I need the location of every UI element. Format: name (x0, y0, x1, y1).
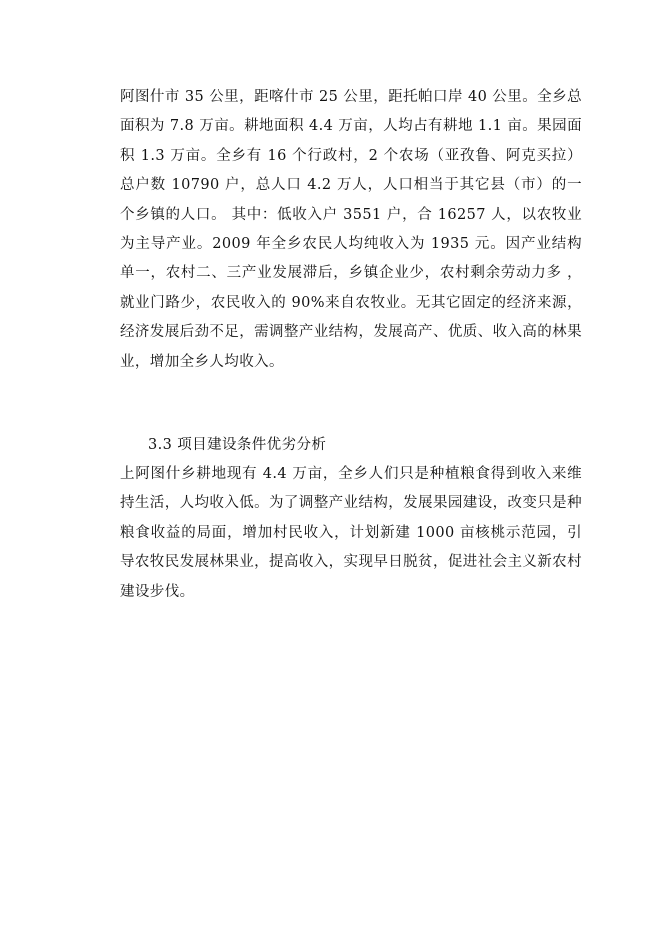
body-paragraph-2: 上阿图什乡耕地现有 4.4 万亩，全乡人们只是种植粮食得到收入来维持生活，人均收入低。为了调整产业结构，发展果园建设，改变只是种粮食收益的局面，增加村民收入，计划新建 1000 亩核桃示范园，引导农牧民发展林果业，提高收入，实现早日脱贫，促进社会主义新农村建设步伐。 (120, 466, 582, 600)
body-paragraph-1: 阿图什市 35 公里，距喀什市 25 公里，距托帕口岸 40 公里。全乡总面积为 7.8 万亩。耕地面积 4.4 万亩，人均占有耕地 1.1 亩。果园面积 1.3 万亩。全乡有 16 个行政村，2 个农场（亚孜鲁、阿克买拉）总户数 10790 户，总人口 4.2 万人，人口相当于其它县（市）的一个乡镇的人口。 其中：低收入户 3551 户，合 16257 人，以农牧业为主导产业。2009 年全乡农民人均纯收入为 1935 元。因产业结构单一，农村二、三产业发展滞后，乡镇企业少，农村剩余劳动力多 ，就业门路少，农民收入的 90%来自农牧业。无其它固定的经济来源，经济发展后劲不足，需调整产业结构，发展高产、优质、收入高的林果业，增加全乡人均收入。 (120, 89, 582, 370)
section-heading: 3.3 项目建设条件优劣分析 (148, 437, 327, 453)
